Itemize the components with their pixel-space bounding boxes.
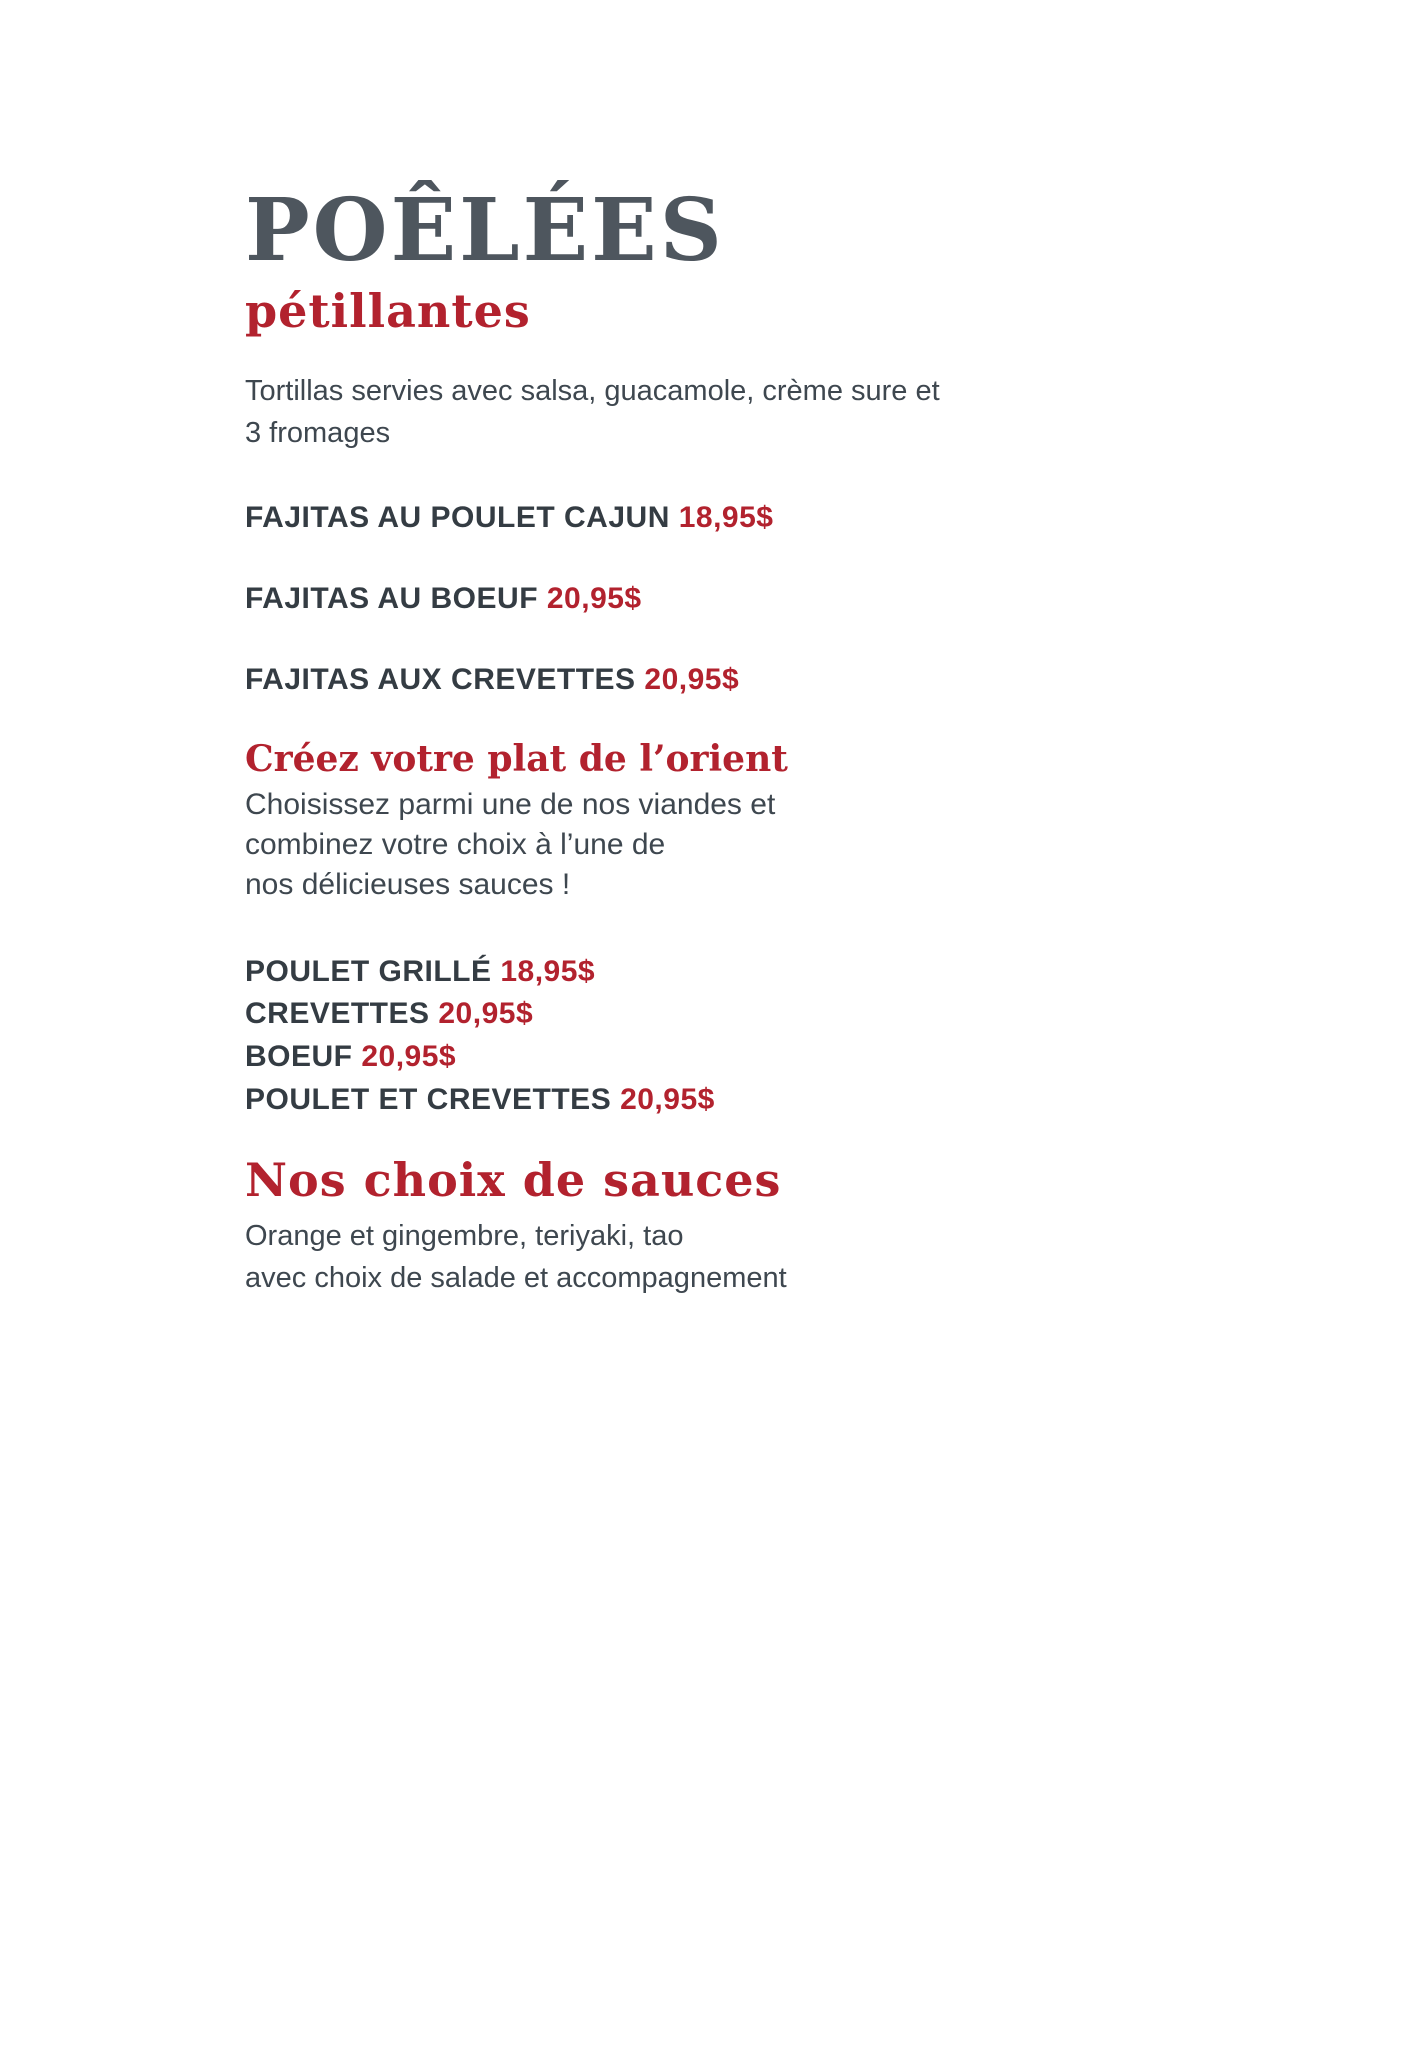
menu-item-price: 18,95$	[500, 954, 596, 988]
page-subtitle: pétillantes	[245, 284, 531, 338]
menu-item-name: BOEUF	[245, 1039, 353, 1073]
intro-line: 3 fromages	[245, 417, 391, 450]
menu-item-name: POULET GRILLÉ	[245, 954, 492, 988]
orient-description-line: combinez votre choix à l’une de	[245, 827, 666, 861]
menu-item	[245, 951, 1288, 994]
menu-item	[245, 663, 1288, 697]
intro-text	[245, 370, 1288, 454]
sauces-section	[245, 1153, 1288, 1299]
menu-item	[245, 1036, 1288, 1079]
menu-item-price: 20,95$	[438, 997, 534, 1031]
page-title: POÊLÉES	[245, 180, 725, 281]
orient-section	[245, 738, 1288, 1121]
menu-item-name: FAJITAS AUX CREVETTES	[245, 663, 636, 697]
menu-item	[245, 501, 1288, 535]
menu-item-price: 20,95$	[361, 1039, 457, 1073]
sauces-description-line: avec choix de salade et accompagnement	[245, 1262, 787, 1295]
menu-item-name: FAJITAS AU BOEUF	[245, 582, 539, 616]
menu-item-price: 20,95$	[546, 582, 642, 616]
menu-item-name: CREVETTES	[245, 997, 430, 1031]
orient-items	[245, 951, 1288, 1121]
orient-description-line: nos délicieuses sauces !	[245, 867, 571, 901]
menu-item	[245, 993, 1288, 1036]
orient-description-line: Choisissez parmi une de nos viandes et	[245, 788, 776, 822]
sauces-heading: Nos choix de sauces	[245, 1153, 782, 1208]
intro-line: Tortillas servies avec salsa, guacamole, crème sure et	[245, 375, 940, 407]
menu-item-name: POULET ET CREVETTES	[245, 1082, 612, 1116]
menu-item-name: FAJITAS AU POULET CAJUN	[245, 501, 670, 535]
sauces-description-line: Orange et gingembre, teriyaki, tao	[245, 1220, 684, 1253]
menu-item-price: 20,95$	[620, 1082, 715, 1116]
fajitas-section	[245, 501, 1288, 697]
menu-item	[245, 1079, 1288, 1122]
orient-heading: Créez votre plat de l’orient	[245, 738, 788, 781]
menu-item	[245, 582, 1288, 616]
menu-item-price: 20,95$	[644, 663, 740, 697]
sauces-description	[245, 1215, 1288, 1299]
menu-item-price: 18,95$	[678, 501, 774, 535]
orient-description	[245, 785, 1288, 905]
